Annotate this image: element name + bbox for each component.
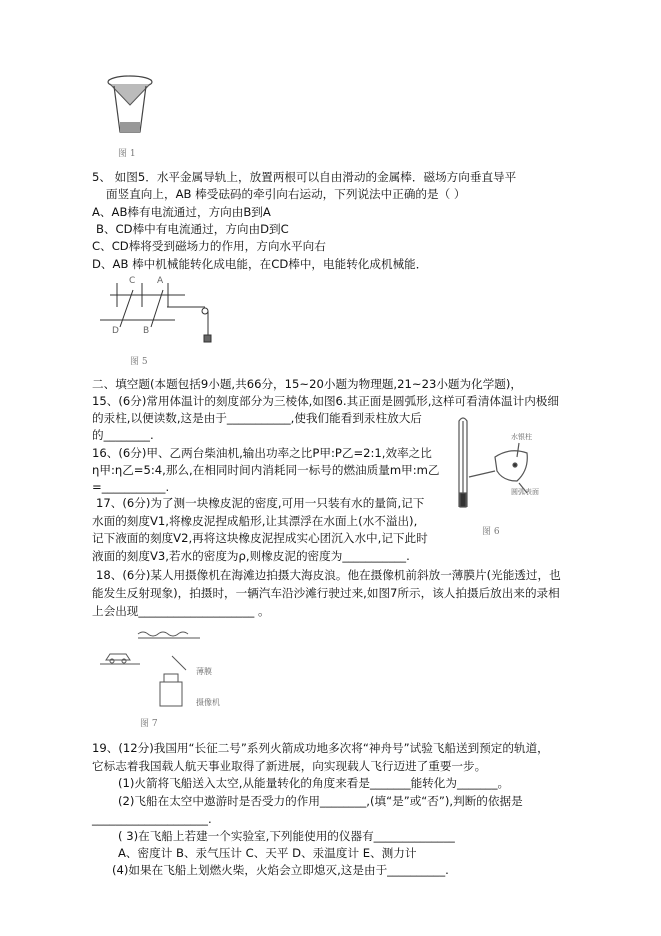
figure-7-label-film: 薄膜: [196, 667, 212, 676]
q19-sub4: (4)如果在飞船上划燃火柴，火焰会立即熄灭,这是由于__________.: [112, 863, 449, 877]
q16-line3: =___________.: [92, 480, 170, 494]
q5-option-c: C、CD棒将受到磁场力的作用，方向水平向右: [92, 239, 326, 253]
figure-1-filter-cup: [100, 70, 170, 140]
q18-line2: 能发生反射现象)，拍摄时，一辆汽车沿沙滩行驶过来,如图7所示，该人拍摄后放出来的录相: [92, 586, 560, 600]
q17-line3: 记下液面的刻度V2,再将这块橡皮泥捏成实心团沉入水中,记下此时: [92, 531, 428, 545]
q5-option-a: A、AB棒有电流通过，方向由B到A: [92, 205, 271, 219]
q5-stem-line1: 5、 如图5．水平金属导轨上，放置两根可以自由滑动的金属棒．磁场方向垂直导平: [92, 170, 517, 184]
figure-5-label-a: A: [157, 276, 164, 286]
figure-6-label-curved-surface: 圆弧表面: [511, 488, 539, 496]
q17-line4: 液面的刻度V3,若水的密度为ρ,则橡皮泥的密度为___________.: [92, 549, 410, 563]
q15-line2: 的汞柱,以便读数,这是由于___________,使我们能看到汞柱放大后: [92, 411, 422, 425]
q19-line2: 它标志着我国载人航天事业取得了新进展，向实现载人飞行迈进了重要一步。: [92, 759, 487, 773]
q5-stem-line2: 面竖直向上，AB 棒受砝码的牵引向右运动，下列说法中正确的是（ ）: [106, 187, 466, 201]
q17-line2: 水面的刻度V1,将橡皮泥捏成船形,让其漂浮在水面上(水不溢出),: [92, 514, 418, 528]
q15-line1: 15、(6分)常用体温计的刻度部分为三棱体,如图6.其正面是圆弧形,这样可看清体温计内极细: [92, 394, 559, 408]
q19-sub3: ( 3)在飞船上若建一个实验室,下列能使用的仪器有______________: [118, 829, 455, 843]
q5-option-d: D、AB 棒中机械能转化成电能，在CD棒中，电能转化成机械能．: [92, 257, 428, 271]
q19-sub2: (2)飞船在太空中遨游时是否受力的作用________,(填“是”或“否”),判断的依据是: [118, 794, 523, 808]
q5-option-b: B、CD棒中有电流通过，方向由D到C: [96, 222, 289, 236]
q18-line1: 18、(6分)某人用摄像机在海滩边拍摄大海皮浪。他在摄像机前斜放一薄膜片(光能透过，也: [96, 568, 561, 582]
figure-5-label-c: C: [129, 276, 136, 286]
figure-6-label-mercury-column: 水银柱: [511, 433, 532, 441]
figure-1-caption: 图 1: [118, 149, 136, 159]
figure-7-label-camera: 摄像机: [196, 698, 220, 707]
q17-line1: 17、(6分)为了测一块橡皮泥的密度,可用一只装有水的量筒,记下: [96, 496, 425, 510]
q18-line3: 上会出现____________________ 。: [92, 604, 270, 618]
figure-5-caption: 图 5: [130, 357, 148, 367]
figure-5-rails-diagram: [95, 275, 225, 350]
q16-line1: 16、(6分)甲、乙两台柴油机,输出功率之比P甲:P乙=2:1,效率之比: [92, 446, 432, 460]
q19-sub3-options: A、密度计 B、汞气压计 C、天平 D、汞温度计 E、测力计: [118, 846, 417, 860]
figure-6-thermometer: [455, 415, 555, 510]
q19-sub1: (1)火箭将飞船送入太空,从能量转化的角度来看是_______能转化为_______。: [118, 776, 510, 790]
q19-line1: 19、(12分)我国用“长征二号”系列火箭成功地多次将“神舟号”试验飞船送到预定的轨道，: [92, 741, 549, 755]
figure-6-caption: 图 6: [482, 527, 500, 537]
figure-7-caption: 图 7: [140, 719, 158, 729]
q19-sub2-blank: ____________________.: [92, 812, 212, 826]
q15-line3: 的________.: [92, 428, 154, 442]
q16-line2: η甲:η乙=5:4,那么,在相同时间内消耗同一标号的燃油质量m甲:m乙: [92, 463, 440, 477]
section-2-heading: 二、填空题(本题包括9小题,共66分，15~20小题为物理题,21~23小题为化学题)，: [92, 377, 523, 391]
figure-7-camera-diagram: [100, 628, 200, 708]
figure-5-label-b: B: [143, 326, 150, 336]
figure-5-label-d: D: [112, 326, 119, 336]
